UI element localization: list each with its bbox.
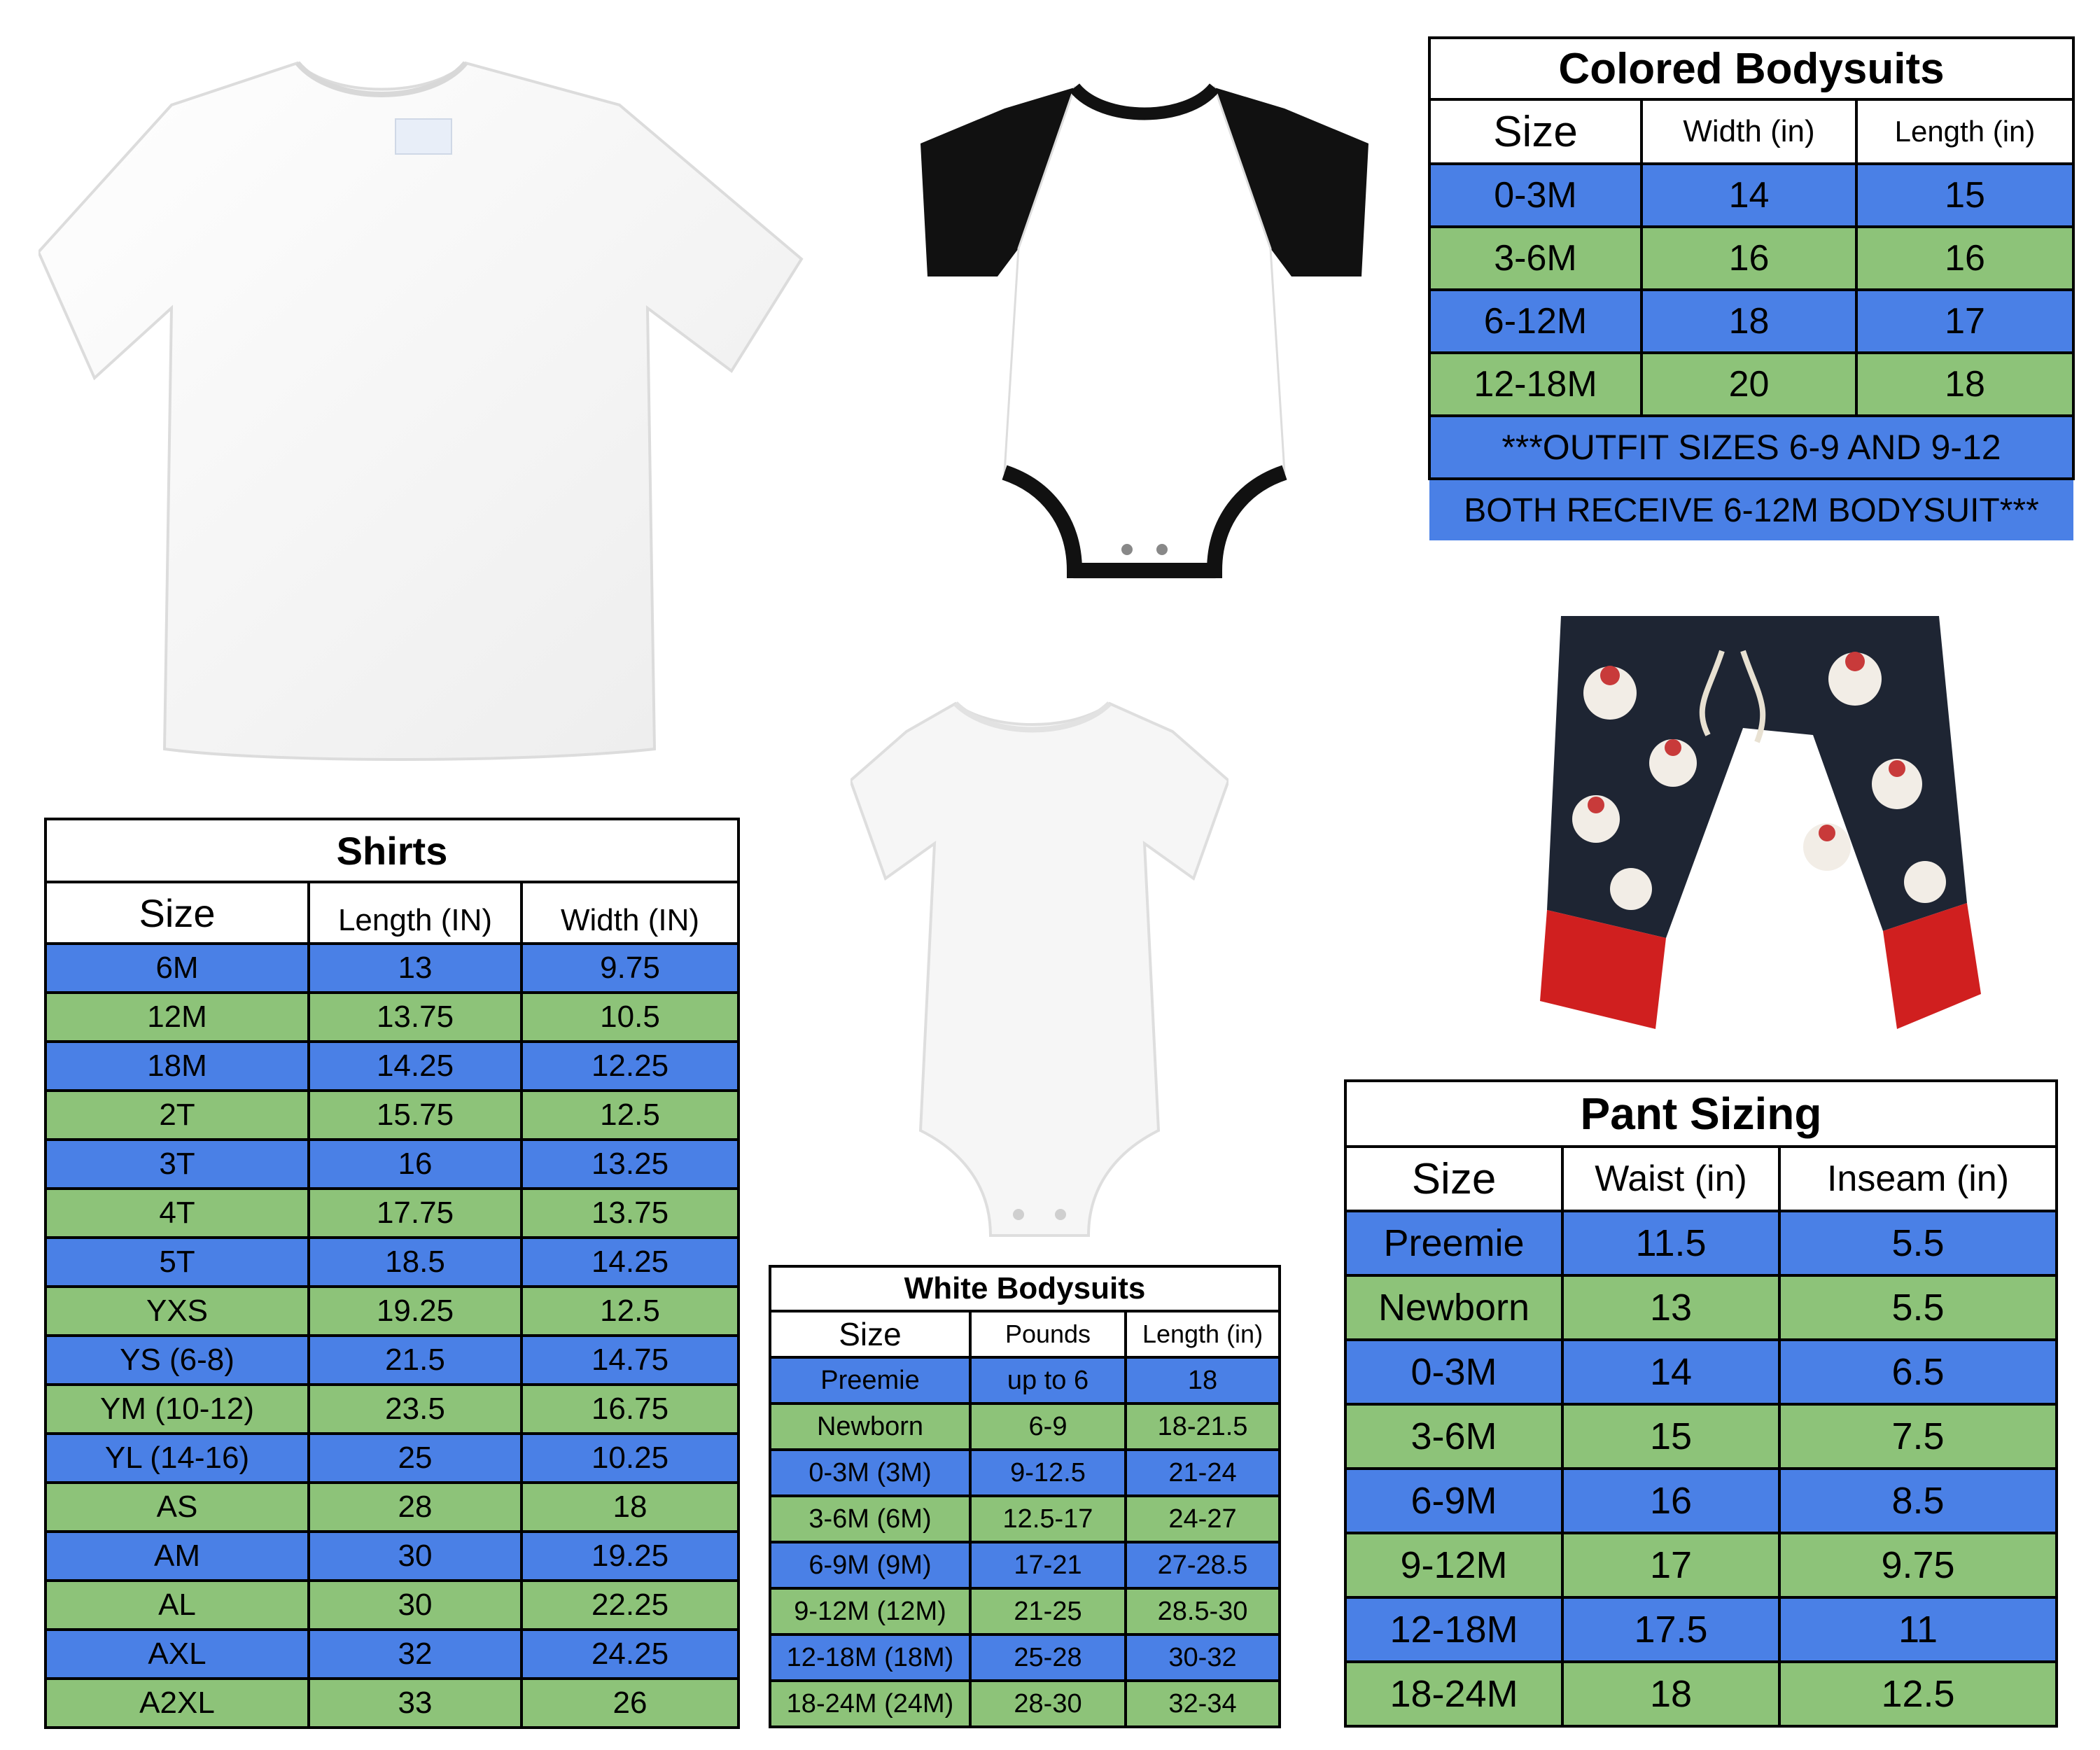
cell-col2: 12.5-17 xyxy=(970,1496,1126,1542)
cell-size: AS xyxy=(46,1483,309,1532)
cell-col2: 25-28 xyxy=(970,1634,1126,1681)
cell-col2: 13.75 xyxy=(309,993,522,1042)
cell-col2: 28-30 xyxy=(970,1681,1126,1727)
table-row xyxy=(1345,1340,2057,1404)
cell-col2: 6-9 xyxy=(970,1404,1126,1450)
cell-size: 12-18M (18M) xyxy=(770,1634,970,1681)
cell-width: 14 xyxy=(1642,164,1856,227)
table-row xyxy=(1345,1404,2057,1469)
cell-col2: 14 xyxy=(1562,1340,1779,1404)
cell-col2: 14.25 xyxy=(309,1042,522,1091)
cell-size: 0-3M xyxy=(1429,164,1642,227)
pant-sizing-table xyxy=(1344,1079,2058,1728)
table-row xyxy=(770,1404,1280,1450)
cell-size: 5T xyxy=(46,1238,309,1287)
cell-col3: 18 xyxy=(522,1483,738,1532)
cell-size: 6M xyxy=(46,944,309,993)
cell-col3: 14.75 xyxy=(522,1336,738,1385)
cell-size: 3-6M xyxy=(1345,1404,1562,1469)
cell-size: 0-3M (3M) xyxy=(770,1450,970,1496)
cell-col3: 9.75 xyxy=(1779,1533,2057,1597)
table-row xyxy=(46,1091,738,1140)
outfit-note-line1: ***OUTFIT SIZES 6-9 AND 9-12 xyxy=(1429,416,2073,479)
cell-size: A2XL xyxy=(46,1679,309,1728)
table-row xyxy=(46,1140,738,1189)
cell-col2: 17.75 xyxy=(309,1189,522,1238)
header-width: Width (IN) xyxy=(522,882,738,944)
header-waist: Waist (in) xyxy=(1562,1147,1779,1211)
table-row xyxy=(46,1679,738,1728)
cell-col3: 18 xyxy=(1126,1357,1280,1404)
cell-col2: 30 xyxy=(309,1532,522,1581)
cell-col3: 18-21.5 xyxy=(1126,1404,1280,1450)
cell-size: 12-18M xyxy=(1345,1597,1562,1662)
cell-col3: 16.75 xyxy=(522,1385,738,1434)
table-row xyxy=(1345,1469,2057,1533)
cell-col2: 17-21 xyxy=(970,1542,1126,1588)
table-row xyxy=(1429,290,2073,353)
table-row xyxy=(1345,1597,2057,1662)
cell-size: 9-12M (12M) xyxy=(770,1588,970,1634)
cell-size: Newborn xyxy=(770,1404,970,1450)
cell-size: 3-6M xyxy=(1429,227,1642,290)
cell-size: 6-12M xyxy=(1429,290,1642,353)
cell-col2: 30 xyxy=(309,1581,522,1630)
table-row xyxy=(1429,353,2073,416)
cell-col2: 33 xyxy=(309,1679,522,1728)
cell-col3: 32-34 xyxy=(1126,1681,1280,1727)
cell-width: 16 xyxy=(1642,227,1856,290)
table-row xyxy=(46,1630,738,1679)
cell-col3: 6.5 xyxy=(1779,1340,2057,1404)
cell-width: 18 xyxy=(1642,290,1856,353)
cell-col2: 17 xyxy=(1562,1533,1779,1597)
cell-size: Preemie xyxy=(770,1357,970,1404)
cell-size: 3T xyxy=(46,1140,309,1189)
header-width: Width (in) xyxy=(1642,99,1856,164)
table-title: Pant Sizing xyxy=(1345,1081,2057,1147)
table-row xyxy=(46,1434,738,1483)
colored-bodysuits-table xyxy=(1428,36,2075,540)
header-size: Size xyxy=(1429,99,1642,164)
cell-col2: 9-12.5 xyxy=(970,1450,1126,1496)
table-row xyxy=(46,1287,738,1336)
cell-col3: 8.5 xyxy=(1779,1469,2057,1533)
cell-size: YM (10-12) xyxy=(46,1385,309,1434)
cell-size: 12-18M xyxy=(1429,353,1642,416)
cell-col3: 5.5 xyxy=(1779,1275,2057,1340)
cell-width: 20 xyxy=(1642,353,1856,416)
table-row xyxy=(770,1634,1280,1681)
table-row xyxy=(46,1189,738,1238)
cell-size: 18-24M xyxy=(1345,1662,1562,1726)
table-row xyxy=(770,1588,1280,1634)
cell-col3: 11 xyxy=(1779,1597,2057,1662)
cell-col3: 13.75 xyxy=(522,1189,738,1238)
table-row xyxy=(46,1581,738,1630)
cell-col3: 10.25 xyxy=(522,1434,738,1483)
table-row xyxy=(46,1042,738,1091)
cell-col3: 24-27 xyxy=(1126,1496,1280,1542)
header-inseam: Inseam (in) xyxy=(1779,1147,2057,1211)
cell-size: 18-24M (24M) xyxy=(770,1681,970,1727)
cell-col3: 13.25 xyxy=(522,1140,738,1189)
cell-size: 0-3M xyxy=(1345,1340,1562,1404)
table-row xyxy=(770,1357,1280,1404)
cell-col2: 21.5 xyxy=(309,1336,522,1385)
cell-col3: 21-24 xyxy=(1126,1450,1280,1496)
cell-length: 17 xyxy=(1856,290,2073,353)
cell-col2: 15 xyxy=(1562,1404,1779,1469)
cell-size: 6-9M (9M) xyxy=(770,1542,970,1588)
cell-size: YXS xyxy=(46,1287,309,1336)
table-title: Shirts xyxy=(46,819,738,882)
table-row xyxy=(46,1336,738,1385)
cell-col3: 30-32 xyxy=(1126,1634,1280,1681)
cell-col3: 12.5 xyxy=(522,1287,738,1336)
cell-col2: up to 6 xyxy=(970,1357,1126,1404)
cell-col3: 24.25 xyxy=(522,1630,738,1679)
cell-col3: 19.25 xyxy=(522,1532,738,1581)
cell-col3: 9.75 xyxy=(522,944,738,993)
table-row xyxy=(46,993,738,1042)
cell-size: 9-12M xyxy=(1345,1533,1562,1597)
cell-length: 15 xyxy=(1856,164,2073,227)
cell-col3: 12.5 xyxy=(522,1091,738,1140)
cell-col3: 10.5 xyxy=(522,993,738,1042)
header-length: Length (IN) xyxy=(309,882,522,944)
cell-col3: 28.5-30 xyxy=(1126,1588,1280,1634)
cell-col3: 14.25 xyxy=(522,1238,738,1287)
cell-col3: 22.25 xyxy=(522,1581,738,1630)
cell-col2: 21-25 xyxy=(970,1588,1126,1634)
cell-size: 18M xyxy=(46,1042,309,1091)
header-size: Size xyxy=(1345,1147,1562,1211)
table-row xyxy=(770,1542,1280,1588)
table-row xyxy=(46,944,738,993)
table-row xyxy=(46,1483,738,1532)
cell-size: AM xyxy=(46,1532,309,1581)
cell-col2: 25 xyxy=(309,1434,522,1483)
table-row xyxy=(770,1450,1280,1496)
header-size: Size xyxy=(770,1311,970,1357)
table-row xyxy=(1429,227,2073,290)
cell-col2: 16 xyxy=(309,1140,522,1189)
cell-col2: 19.25 xyxy=(309,1287,522,1336)
cell-col2: 28 xyxy=(309,1483,522,1532)
white-bodysuits-table xyxy=(769,1265,1281,1728)
cell-col3: 26 xyxy=(522,1679,738,1728)
table-row xyxy=(1345,1275,2057,1340)
cell-col2: 13 xyxy=(1562,1275,1779,1340)
cell-col2: 15.75 xyxy=(309,1091,522,1140)
cell-size: YL (14-16) xyxy=(46,1434,309,1483)
table-row xyxy=(1345,1533,2057,1597)
cell-size: 12M xyxy=(46,993,309,1042)
cell-size: Preemie xyxy=(1345,1211,1562,1275)
cell-length: 18 xyxy=(1856,353,2073,416)
header-length: Length (in) xyxy=(1856,99,2073,164)
table-title: Colored Bodysuits xyxy=(1429,38,2073,99)
table-row xyxy=(46,1238,738,1287)
cell-col3: 12.25 xyxy=(522,1042,738,1091)
cell-col2: 11.5 xyxy=(1562,1211,1779,1275)
black-raglan-bodysuit-image xyxy=(920,66,1368,584)
cell-col2: 16 xyxy=(1562,1469,1779,1533)
table-row xyxy=(1345,1211,2057,1275)
table-title: White Bodysuits xyxy=(770,1266,1280,1311)
white-short-sleeve-bodysuit-image xyxy=(850,696,1228,1242)
cell-size: 3-6M (6M) xyxy=(770,1496,970,1542)
cell-size: AL xyxy=(46,1581,309,1630)
cell-col3: 27-28.5 xyxy=(1126,1542,1280,1588)
table-row xyxy=(770,1681,1280,1727)
cell-col2: 17.5 xyxy=(1562,1597,1779,1662)
santa-print-pants-image xyxy=(1533,609,1981,1043)
table-row xyxy=(1429,164,2073,227)
white-tshirt-image xyxy=(38,56,808,763)
cell-size: 6-9M xyxy=(1345,1469,1562,1533)
outfit-note-line2: BOTH RECEIVE 6-12M BODYSUIT*** xyxy=(1429,479,2073,540)
cell-col3: 5.5 xyxy=(1779,1211,2057,1275)
header-size: Size xyxy=(46,882,309,944)
shirts-table xyxy=(44,818,740,1729)
cell-length: 16 xyxy=(1856,227,2073,290)
table-row xyxy=(46,1532,738,1581)
table-row xyxy=(46,1385,738,1434)
cell-col2: 32 xyxy=(309,1630,522,1679)
cell-size: AXL xyxy=(46,1630,309,1679)
cell-col2: 18.5 xyxy=(309,1238,522,1287)
table-row xyxy=(1345,1662,2057,1726)
cell-size: YS (6-8) xyxy=(46,1336,309,1385)
header-length: Length (in) xyxy=(1126,1311,1280,1357)
cell-col3: 12.5 xyxy=(1779,1662,2057,1726)
cell-size: 2T xyxy=(46,1091,309,1140)
cell-col2: 13 xyxy=(309,944,522,993)
cell-size: Newborn xyxy=(1345,1275,1562,1340)
header-pounds: Pounds xyxy=(970,1311,1126,1357)
table-row xyxy=(770,1496,1280,1542)
cell-size: 4T xyxy=(46,1189,309,1238)
cell-col2: 23.5 xyxy=(309,1385,522,1434)
cell-col3: 7.5 xyxy=(1779,1404,2057,1469)
cell-col2: 18 xyxy=(1562,1662,1779,1726)
